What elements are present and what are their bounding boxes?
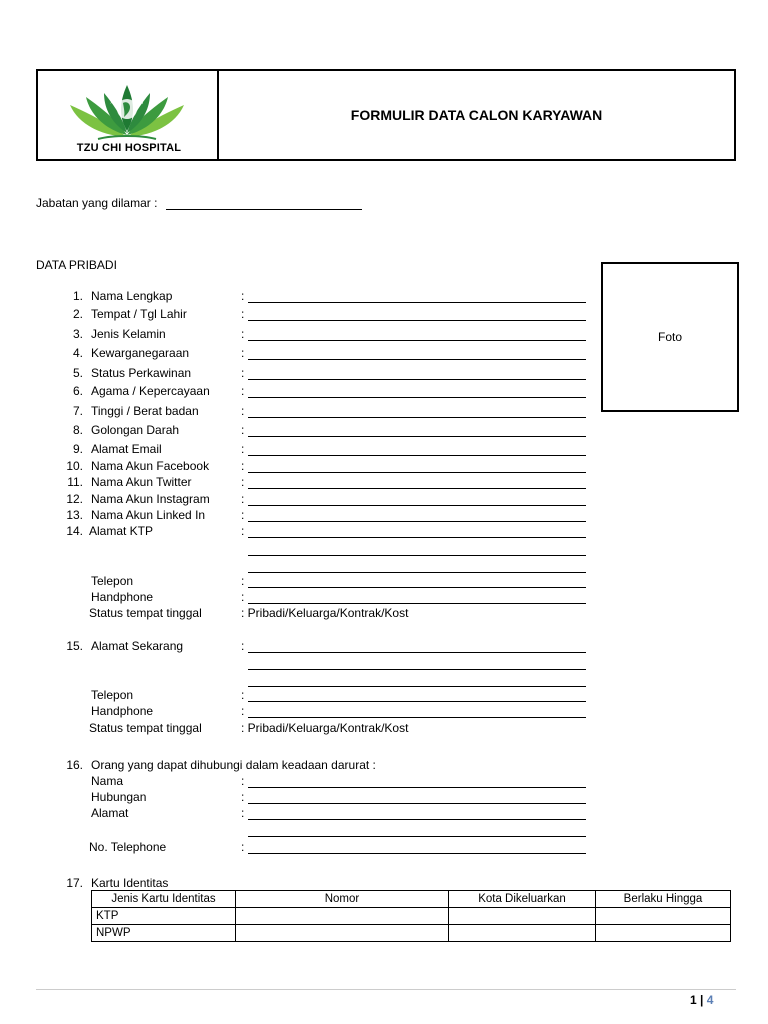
colon: :: [241, 459, 245, 473]
table-header-row: [92, 891, 731, 908]
field-input-line[interactable]: [248, 488, 586, 489]
emergency-address-label: Alamat: [91, 806, 129, 820]
table-cell[interactable]: [596, 925, 731, 942]
item-number: 8.: [72, 423, 83, 437]
field-label: Status Perkawinan: [91, 366, 192, 380]
item-number: 1.: [72, 289, 83, 303]
colon: :: [241, 442, 245, 456]
table-cell[interactable]: [236, 925, 449, 942]
current-address-label: Alamat Sekarang: [91, 639, 184, 653]
lotus-logo-icon: [38, 75, 217, 145]
ktp-handphone-line[interactable]: [248, 603, 586, 604]
field-input-line[interactable]: [248, 359, 586, 360]
table-cell: KTP: [92, 908, 236, 925]
ktp-phone-line[interactable]: [248, 587, 586, 588]
item-number: 12.: [66, 492, 83, 506]
ktp-status-label: Status tempat tinggal: [89, 606, 202, 620]
colon: :: [241, 688, 245, 702]
item-number: 15.: [66, 639, 83, 653]
emergency-relation-line[interactable]: [248, 803, 586, 804]
emergency-name-line[interactable]: [248, 787, 586, 788]
current-status-label: Status tempat tinggal: [89, 721, 202, 735]
field-input-line[interactable]: [248, 397, 586, 398]
table-cell[interactable]: [449, 908, 596, 925]
colon: :: [241, 790, 245, 804]
field-input-line[interactable]: [248, 379, 586, 380]
emergency-address-line-1[interactable]: [248, 819, 586, 820]
identity-table: [91, 890, 731, 942]
colon: :: [241, 590, 245, 604]
field-label: Nama Akun Facebook: [91, 459, 210, 473]
item-number: 16.: [66, 758, 83, 772]
form-title: FORMULIR DATA CALON KARYAWAN: [350, 107, 603, 123]
photo-box: [601, 262, 739, 412]
ktp-phone-label: Telepon: [91, 574, 134, 588]
ktp-address-line-1[interactable]: [248, 537, 586, 538]
colon: :: [241, 404, 245, 418]
column-header: Berlaku Hingga: [596, 891, 731, 908]
emergency-name-label: Nama: [91, 774, 124, 788]
field-label: Nama Akun Instagram: [91, 492, 210, 506]
colon: :: [241, 307, 245, 321]
emergency-relation-label: Hubungan: [91, 790, 147, 804]
ktp-address-line-2[interactable]: [248, 555, 586, 556]
table-row: [92, 925, 731, 942]
field-label: Golongan Darah: [91, 423, 180, 437]
ktp-status-options: : Pribadi/Keluarga/Kontrak/Kost: [241, 606, 409, 620]
current-address-line-1[interactable]: [248, 652, 586, 653]
section-title: DATA PRIBADI: [36, 258, 117, 272]
field-input-line[interactable]: [248, 436, 586, 437]
emergency-label: Orang yang dapat dihubungi dalam keadaan darurat :: [91, 758, 376, 772]
footer-divider: [36, 989, 736, 990]
field-input-line[interactable]: [248, 302, 586, 303]
column-header: Nomor: [236, 891, 449, 908]
colon: :: [241, 704, 245, 718]
field-input-line[interactable]: [248, 455, 586, 456]
current-phone-label: Telepon: [91, 688, 134, 702]
field-label: Nama Akun Linked In: [91, 508, 206, 522]
field-input-line[interactable]: [248, 521, 586, 522]
item-number: 11.: [67, 475, 83, 489]
logo-text: TZU CHI HOSPITAL: [76, 142, 182, 154]
emergency-address-line-2[interactable]: [248, 836, 586, 837]
item-number: 17.: [66, 876, 83, 890]
field-label: Tempat / Tgl Lahir: [91, 307, 187, 321]
page-number: [690, 993, 713, 1007]
colon: :: [241, 492, 245, 506]
photo-label: Foto: [657, 330, 682, 344]
table-cell: NPWP: [92, 925, 236, 942]
position-label: Jabatan yang dilamar :: [36, 196, 158, 210]
page-separator: |: [700, 993, 704, 1007]
ktp-handphone-label: Handphone: [91, 590, 154, 604]
total-pages: 4: [706, 993, 714, 1007]
current-page: 1: [690, 993, 697, 1007]
field-input-line[interactable]: [248, 505, 586, 506]
item-number: 10.: [66, 459, 83, 473]
field-label: Agama / Kepercayaan: [91, 384, 210, 398]
ktp-address-label: Alamat KTP: [89, 524, 154, 538]
colon: :: [241, 639, 245, 653]
identity-label: Kartu Identitas: [91, 876, 169, 890]
current-handphone-label: Handphone: [91, 704, 154, 718]
table-cell[interactable]: [449, 925, 596, 942]
field-input-line[interactable]: [248, 472, 586, 473]
field-input-line[interactable]: [248, 340, 586, 341]
item-number: 9.: [72, 442, 83, 456]
item-number: 5.: [72, 366, 83, 380]
field-label: Nama Lengkap: [91, 289, 173, 303]
current-handphone-line[interactable]: [248, 717, 586, 718]
position-input-line[interactable]: [166, 209, 362, 210]
colon: :: [241, 475, 245, 489]
colon: :: [241, 840, 245, 854]
colon: :: [241, 574, 245, 588]
ktp-address-line-3[interactable]: [248, 572, 586, 573]
colon: :: [241, 508, 245, 522]
colon: :: [241, 423, 245, 437]
hospital-logo: [38, 71, 217, 159]
item-number: 14.: [66, 524, 83, 538]
svg-text:濟: 濟: [137, 97, 144, 105]
item-number: 13.: [66, 508, 83, 522]
current-phone-line[interactable]: [248, 701, 586, 702]
table-row: [92, 908, 731, 925]
colon: :: [241, 327, 245, 341]
column-header: Kota Dikeluarkan: [449, 891, 596, 908]
current-status-options: : Pribadi/Keluarga/Kontrak/Kost: [241, 721, 409, 735]
item-number: 6.: [72, 384, 83, 398]
field-label: Tinggi / Berat badan: [91, 404, 199, 418]
item-number: 2.: [72, 307, 83, 321]
colon: :: [241, 366, 245, 380]
colon: :: [241, 346, 245, 360]
form-header: [36, 69, 736, 161]
field-label: Kewarganegaraan: [91, 346, 190, 360]
colon: :: [241, 774, 245, 788]
colon: :: [241, 524, 245, 538]
emergency-phone-line[interactable]: [248, 853, 586, 854]
field-label: Nama Akun Twitter: [91, 475, 192, 489]
current-address-line-3[interactable]: [248, 686, 586, 687]
emergency-phone-label: No. Telephone: [89, 840, 167, 854]
column-header: Jenis Kartu Identitas: [92, 891, 236, 908]
field-label: Jenis Kelamin: [91, 327, 166, 341]
field-input-line[interactable]: [248, 320, 586, 321]
svg-text:慈: 慈: [110, 97, 117, 105]
colon: :: [241, 289, 245, 303]
field-input-line[interactable]: [248, 417, 586, 418]
item-number: 3.: [72, 327, 83, 341]
colon: :: [241, 384, 245, 398]
colon: :: [241, 806, 245, 820]
item-number: 4.: [72, 346, 83, 360]
table-cell[interactable]: [236, 908, 449, 925]
item-number: 7.: [72, 404, 83, 418]
field-label: Alamat Email: [91, 442, 162, 456]
table-cell[interactable]: [596, 908, 731, 925]
current-address-line-2[interactable]: [248, 669, 586, 670]
